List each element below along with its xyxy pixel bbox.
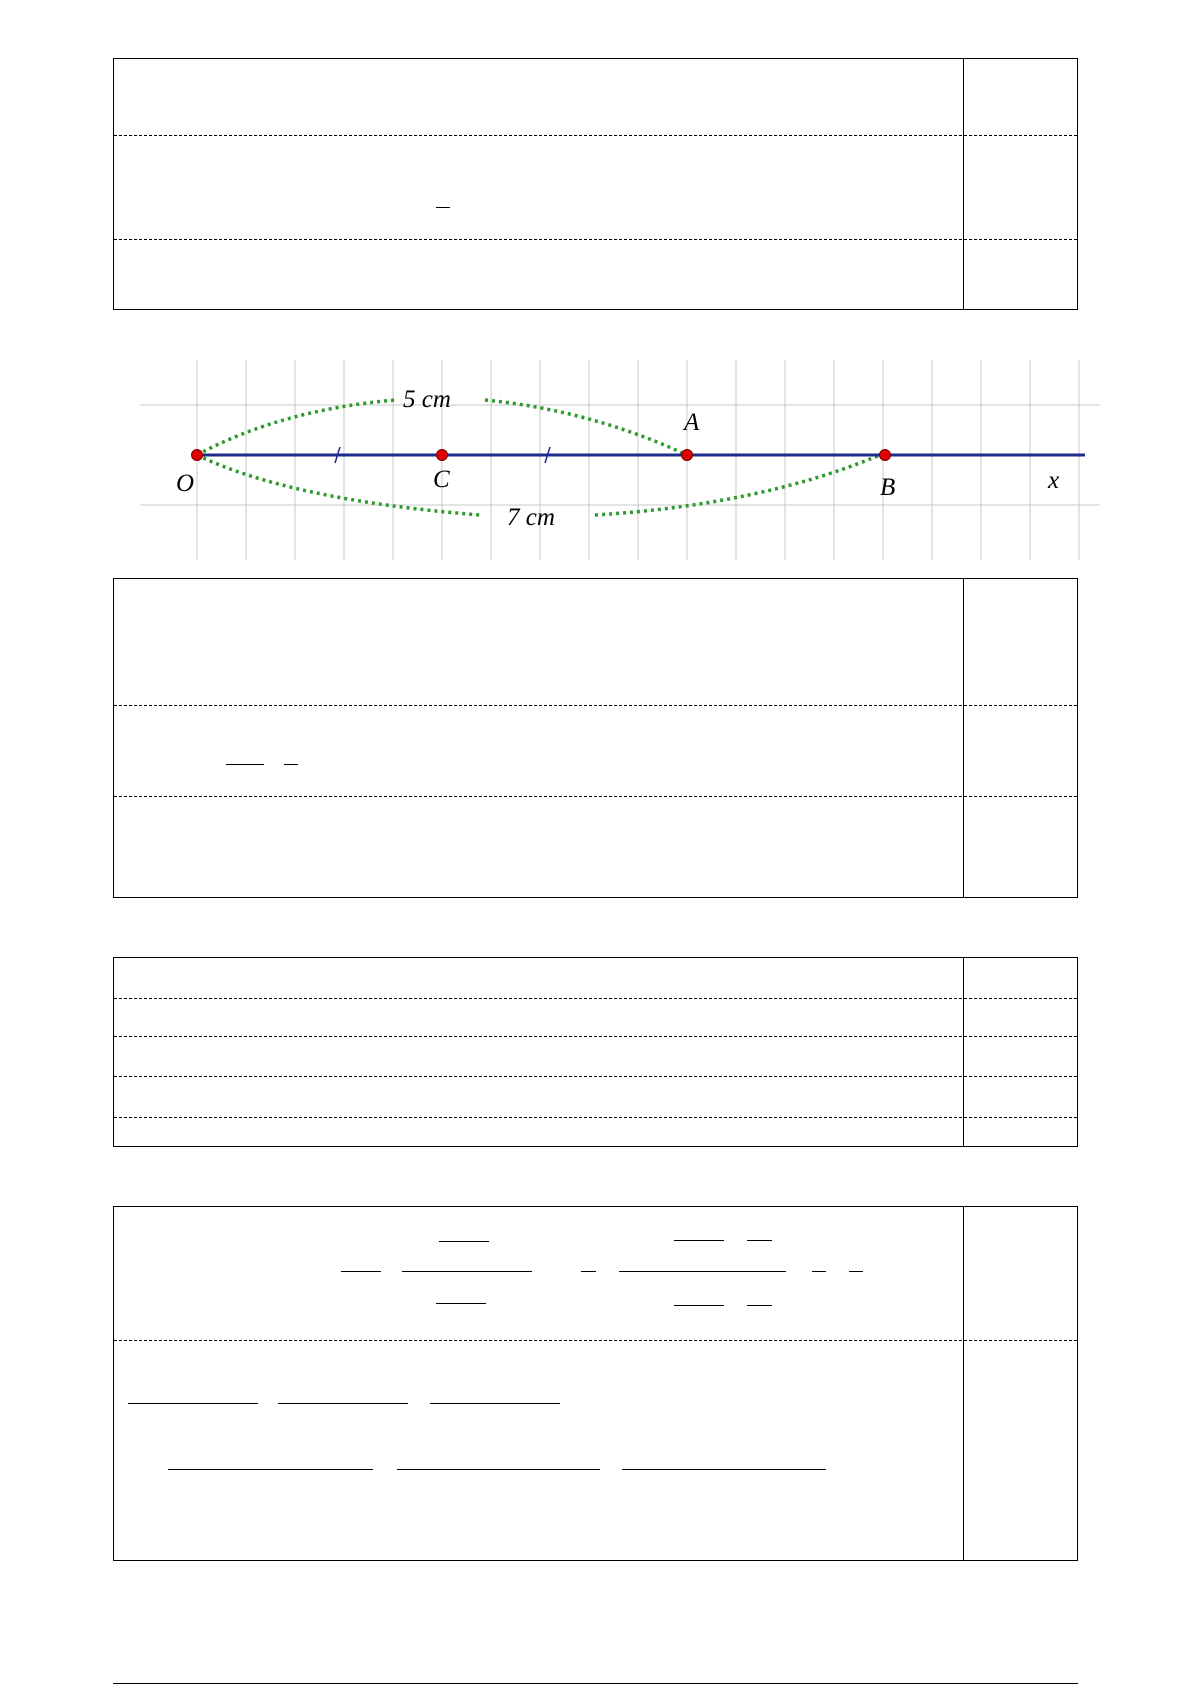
fraction-bar: [581, 1271, 596, 1272]
table-row: [114, 998, 1077, 1036]
fraction-bar: [439, 1241, 489, 1242]
fraction-bar: [436, 207, 450, 208]
point-a: [682, 450, 693, 461]
arc-segment: [197, 400, 395, 455]
point-label-b: B: [880, 474, 896, 501]
fraction-bar: [622, 1469, 826, 1470]
fraction-bar: [849, 1271, 863, 1272]
score-column: [963, 59, 1077, 309]
fraction-bar: [226, 764, 264, 765]
point-c: [437, 450, 448, 461]
fraction-bar: [812, 1271, 826, 1272]
fraction-bar: [747, 1305, 772, 1306]
fraction-bar: [278, 1403, 408, 1404]
arc-segment: [485, 400, 687, 455]
answer-table-4: [113, 1206, 1078, 1561]
table-row: [114, 1340, 1077, 1560]
answer-table-3: [113, 957, 1078, 1147]
point-label-o: O: [176, 470, 195, 497]
ray-label-x: x: [1048, 467, 1060, 494]
fraction-bar: [341, 1271, 381, 1272]
fraction-bar: [284, 764, 298, 765]
table-row: [114, 1076, 1077, 1117]
fraction-bar: [402, 1271, 532, 1272]
geometry-figure: [140, 360, 1100, 560]
score-column: [963, 958, 1077, 1146]
fraction-bar: [168, 1469, 373, 1470]
table-row: [114, 239, 1077, 309]
table-row: [114, 579, 1077, 705]
fraction-bar: [397, 1469, 600, 1470]
measure-label-7cm: 7 cm: [507, 504, 555, 531]
table-row: [114, 796, 1077, 897]
fraction-bar: [619, 1271, 786, 1272]
table-row: [114, 59, 1077, 135]
point-label-a: A: [684, 409, 700, 436]
table-row: [114, 958, 1077, 998]
table-row: [114, 1207, 1077, 1340]
measure-arcs: [197, 400, 880, 515]
fraction-bar: [674, 1305, 724, 1306]
answer-table-1: [113, 58, 1078, 310]
fraction-bar: [436, 1303, 486, 1304]
table-row: [114, 1117, 1077, 1146]
point-b: [880, 450, 891, 461]
fraction-bar: [430, 1403, 560, 1404]
measure-label-5cm: 5 cm: [403, 386, 451, 413]
grid: [140, 360, 1100, 560]
score-column: [963, 579, 1077, 897]
table-row: [114, 135, 1077, 239]
answer-table-2: [113, 578, 1078, 898]
table-row: [114, 1036, 1077, 1076]
fraction-bar: [128, 1403, 258, 1404]
point-label-c: C: [433, 466, 450, 493]
fraction-bar: [747, 1240, 772, 1241]
score-column: [963, 1207, 1077, 1560]
fraction-bar: [674, 1240, 724, 1241]
point-o: [192, 450, 203, 461]
footer-rule: [113, 1683, 1078, 1684]
table-row: [114, 705, 1077, 796]
